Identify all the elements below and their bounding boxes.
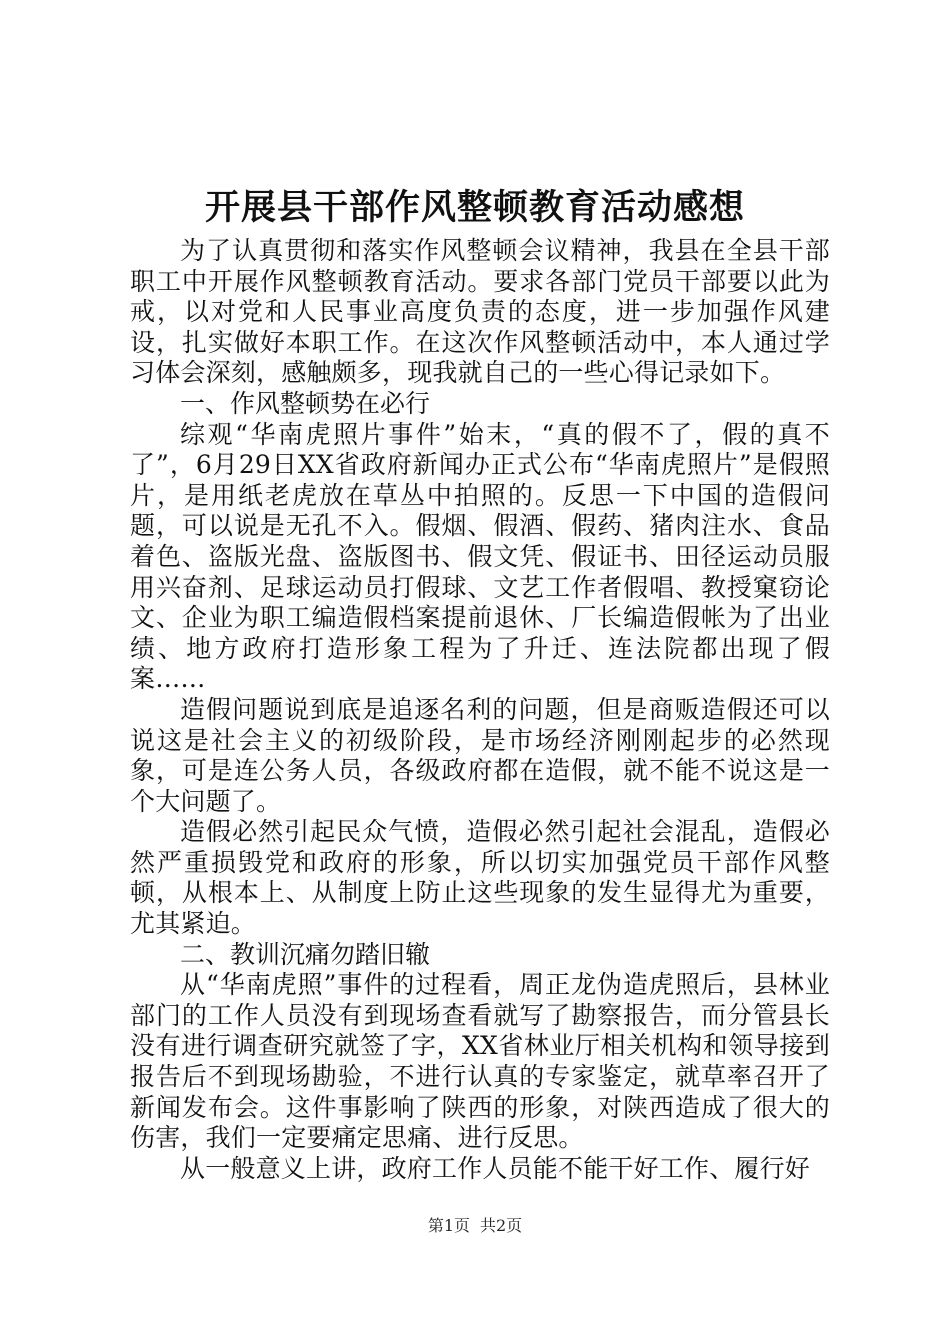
document-body — [130, 236, 830, 1184]
intro-paragraph: 为了认真贯彻和落实作风整顿会议精神，我县在全县干部职工中开展作风整顿教育活动。要求各部门党员干部要以此为戒，以对党和人民事业高度负责的态度，进一步加强作风建设，扎实做好本职工作。在这次作风整顿活动中，本人通过学习体会深刻，感触颇多，现我就自己的一些心得记录如下。 — [130, 236, 830, 388]
section-2-paragraph-2: 从一般意义上讲，政府工作人员能不能干好工作、履行好 — [180, 1153, 811, 1183]
section-heading-2: 二、教训沉痛勿踏旧辙 — [180, 939, 431, 969]
section-2-paragraph-1: 从“华南虎照”事件的过程看，周正龙伪造虎照后，县林业部门的工作人员没有到现场查看就写了勘察报告，而分管县长没有进行调查研究就签了字，XX省林业厅相关机构和领导接到报告后不到现场勘验，不进行认真的专家鉴定，就草率召开了新闻发布会。这件事影响了陕西的形象，对陕西造成了很大的伤害，我们一定要痛定思痛、进行反思。 — [130, 970, 830, 1153]
section-heading-1: 一、作风整顿势在必行 — [180, 388, 431, 418]
section-1-paragraph-1: 综观“华南虎照片事件”始末，“真的假不了，假的真不了”，6月29日XX省政府新闻办正式公布“华南虎照片”是假照片，是用纸老虎放在草丛中拍照的。反思一下中国的造假问题，可以说是无孔不入。假烟、假酒、假药、猪肉注水、食品着色、盗版光盘、盗版图书、假文凭、假证书、田径运动员服用兴奋剂、足球运动员打假球、文艺工作者假唱、教授窠窃论文、企业为职工编造假档案提前退休、厂长编造假帐为了出业绩、地方政府打造形象工程为了升迁、连法院都出现了假案…… — [130, 419, 830, 694]
document-title: 开展县干部作风整顿教育活动感想 — [204, 187, 745, 228]
section-1-paragraph-2: 造假问题说到底是追逐名利的问题，但是商贩造假还可以说这是社会主义的初级阶段，是市场经济刚刚起步的必然现象，可是连公务人员，各级政府都在造假，就不能不说这是一个大问题了。 — [130, 694, 830, 816]
page-total: 共2页 — [480, 1216, 523, 1235]
page-number: 第1页 — [427, 1216, 470, 1235]
page-footer — [0, 1216, 950, 1236]
section-1-paragraph-3: 造假必然引起民众气愤，造假必然引起社会混乱，造假必然严重损毁党和政府的形象，所以切实加强党员干部作风整顿，从根本上、从制度上防止这些现象的发生显得尤为重要，尤其紧迫。 — [130, 817, 830, 939]
